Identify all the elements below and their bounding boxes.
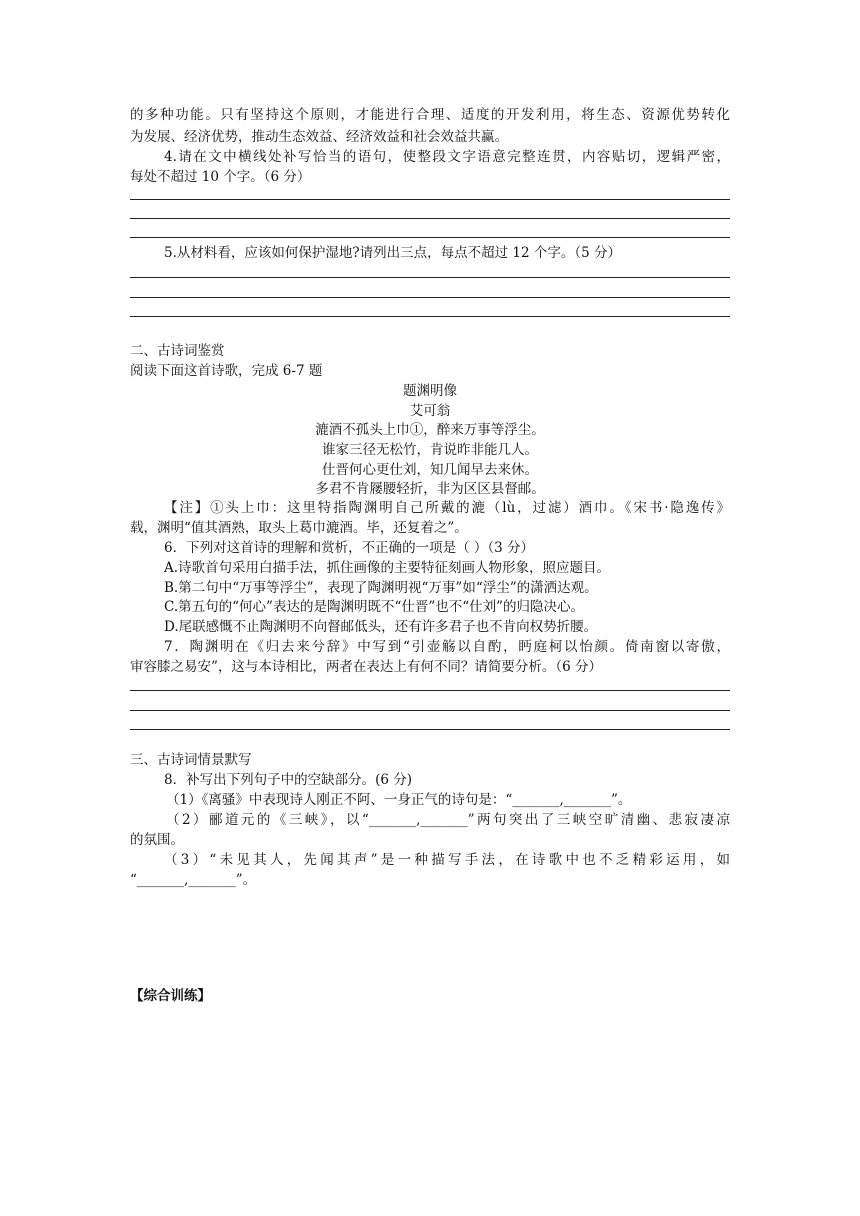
question-6-option-d: D.尾联感慨不止陶渊明不向督邮低头，还有许多君子也不肯向权势折腰。 [164, 619, 598, 635]
answer-line [130, 237, 730, 238]
poem-line: 漉酒不孤头上巾①，醉来万事等浮尘。 [315, 422, 545, 438]
section-2-heading: 二、古诗词鉴赏 [130, 343, 225, 359]
section-heading-comprehensive-training: 【综合训练】 [130, 988, 211, 1004]
question-6-option-c: C.第五句的“何心”表达的是陶渊明既不“仕晋”也不“仕刘”的归隐决心。 [164, 599, 585, 615]
question-8-stem: 8．补写出下列句子中的空缺部分。(6 分) [164, 772, 413, 788]
poem-line: 谁家三径无松竹，肯说昨非能几人。 [322, 442, 538, 458]
question-7-line-1: 7．陶渊明在《归去来兮辞》中写到“引壶觞以自酌，眄庭柯以怡颜。倚南窗以寄傲， [164, 639, 730, 655]
poem-line: 仕晋何心更仕刘，知几闻早去来休。 [322, 462, 538, 478]
poem-note-line-1: 【注】①头上巾：这里特指陶渊明自己所戴的漉（lù，过滤）酒巾。《宋书·隐逸传》 [164, 500, 730, 516]
answer-line [130, 690, 730, 691]
section-2-intro: 阅读下面这首诗歌，完成 6-7 题 [130, 363, 323, 379]
section-3-heading: 三、古诗词情景默写 [130, 752, 252, 768]
poem-author: 艾可翁 [409, 403, 451, 419]
answer-line [130, 297, 730, 298]
answer-line [130, 710, 730, 711]
answer-line [130, 199, 730, 200]
answer-line [130, 729, 730, 730]
question-8-item-2-line-2: 的氛围。 [130, 832, 184, 848]
answer-line [130, 218, 730, 219]
question-6-stem: 6．下列对这首诗的理解和赏析，不正确的一项是（ ）（3 分） [164, 540, 535, 556]
poem-line: 多君不肯屦腰轻折，非为区区县督邮。 [315, 481, 545, 497]
poem-title: 题渊明像 [403, 383, 457, 399]
question-8-item-2-line-1: （2）郦道元的《三峡》，以“_______,_______”两句突出了三峡空旷清幽、悲寂凄凉 [166, 812, 730, 828]
passage-line-1: 的多种功能。只有坚持这个原则，才能进行合理、适度的开发利用，将生态、资源优势转化 [130, 107, 730, 123]
question-6-option-a: A.诗歌首句采用白描手法，抓住画像的主要特征刻画人物形象，照应题目。 [164, 560, 611, 576]
question-7-line-2: 审容膝之易安”，这与本诗相比，两者在表达上有何不同？请简要分析。（6 分） [130, 659, 603, 675]
question-8-item-3-line-2: “_______,_______”。 [130, 872, 257, 888]
poem-note-line-2: 载，渊明“值其酒熟，取头上葛巾漉酒。毕，还复着之”。 [130, 520, 468, 536]
question-4-line-2: 每处不超过 10 个字。（6 分） [130, 169, 311, 185]
answer-line [130, 277, 730, 278]
question-5: 5.从材料看，应该如何保护湿地?请列出三点，每点不超过 12 个字。（5 分） [164, 245, 622, 261]
passage-line-2: 为发展、经济优势，推动生态效益、经济效益和社会效益共赢。 [130, 129, 508, 145]
question-8-item-1: （1）《离骚》中表现诗人刚正不阿、一身正气的诗句是：“_______,_______”。 [166, 792, 632, 808]
question-6-option-b: B.第二句中“万事等浮尘”，表现了陶渊明视“万事”如“浮尘”的潇洒达观。 [164, 580, 598, 596]
question-4-line-1: 4.请在文中横线处补写恰当的语句，使整段文字语意完整连贯，内容贴切，逻辑严密， [164, 149, 730, 165]
question-8-item-3-line-1: （3）“未见其人，先闻其声”是一种描写手法，在诗歌中也不乏精彩运用，如 [164, 852, 730, 868]
answer-line [130, 316, 730, 317]
